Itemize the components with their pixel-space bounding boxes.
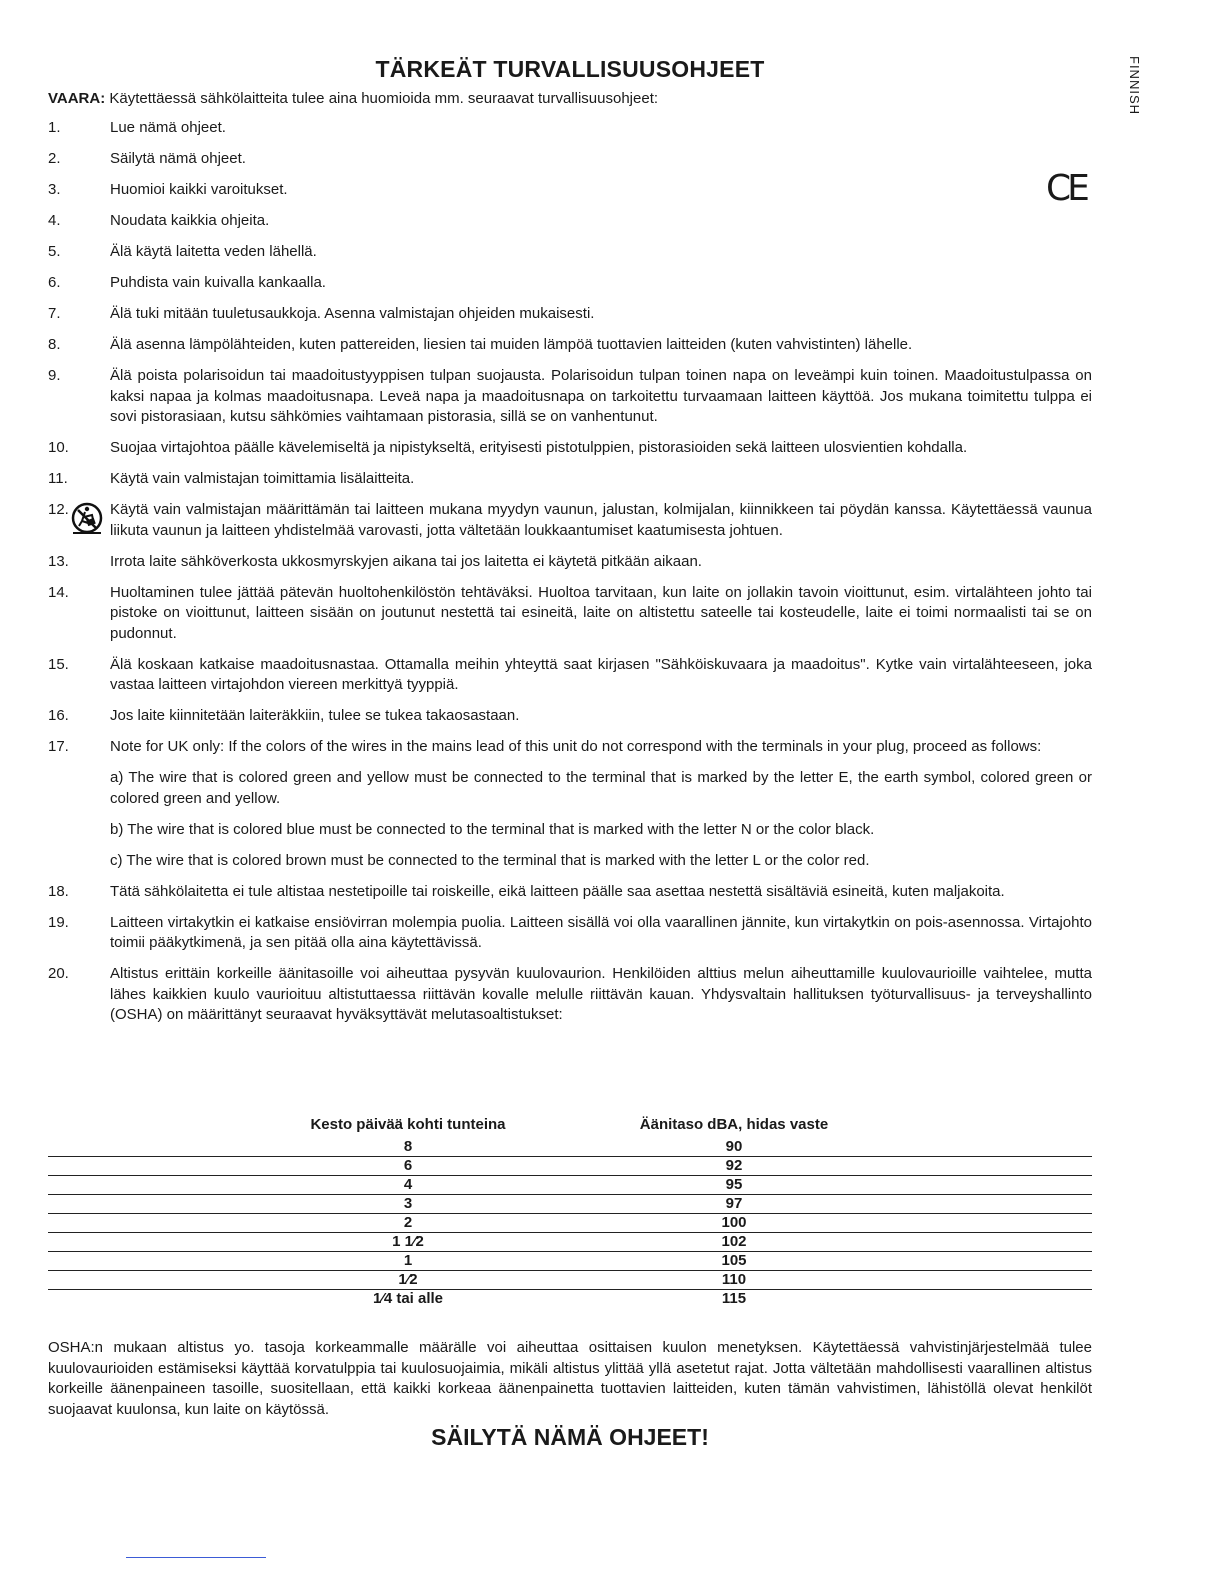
list-item — [48, 583, 1092, 645]
item-text: Huomioi kaikki varoitukset. — [110, 181, 288, 198]
list-item — [48, 500, 1092, 541]
list-item — [48, 655, 1092, 696]
item-text: Altistus erittäin korkeille äänitasoille voi aiheuttaa pysyvän kuulovaurion. Henkilöiden alttius melun aiheuttamille kuulovaurioille vaihtelee, mutta lähes kaikkien kuulo vaurioituu altistuttaessa riittävän kovalle melulle riittävän kauan. Yhdysvaltain hallituksen työturvallisuus- ja terveyshallinto (OSHA) on määrittänyt seuraavat hyväksyttävät melutasoaltistukset: — [110, 965, 1092, 1023]
item-number: 4. — [48, 212, 61, 229]
noise-exposure-table — [48, 1116, 1092, 1308]
item-number: 2. — [48, 150, 61, 167]
list-item — [48, 913, 1092, 954]
table-row — [48, 1157, 1092, 1176]
item-text: Älä poista polarisoidun tai maadoitustyyppisen tulpan suojausta. Polarisoidun tulpan toinen napa on leveämpi kuin toinen. Maadoitustulpassa on kaksi napaa ja kolmas maadoitusnapa. Leveä napa ja maadoitusnapa on tarkoitettu turvaamaan laitteen käyttöä. Jos mukana toimitettu tulppa ei sovi pistorasiaan, kutsu sähkömies vaihtamaan pistorasia, sillä se on vanhentunut. — [110, 367, 1092, 425]
item-number: 16. — [48, 707, 69, 724]
table-row — [48, 1252, 1092, 1271]
level-cell: 90 — [725, 1138, 743, 1155]
item-number: 18. — [48, 882, 69, 900]
item-number: 17. — [48, 738, 69, 755]
uk-note-c: c) The wire that is colored brown must be connected to the terminal that is marked with the letter L or the color red. — [110, 851, 870, 869]
item-text: Säilytä nämä ohjeet. — [110, 150, 246, 167]
item-number: 14. — [48, 583, 69, 601]
list-item — [48, 180, 1092, 201]
level-cell: 110 — [721, 1271, 747, 1288]
cart-tip-over-warning-icon — [70, 502, 104, 536]
duration-cell: 6 — [403, 1157, 413, 1174]
item-number: 19. — [48, 913, 69, 931]
table-header — [48, 1116, 1092, 1138]
duration-cell: 8 — [403, 1138, 413, 1155]
item-number: 11. — [48, 470, 68, 487]
level-cell: 97 — [725, 1195, 743, 1212]
level-cell: 115 — [721, 1290, 747, 1307]
level-cell: 92 — [725, 1157, 743, 1174]
item-text: Käytä vain valmistajan toimittamia lisälaitteita. — [110, 470, 415, 487]
table-row — [48, 1214, 1092, 1233]
duration-cell: 2 — [403, 1214, 413, 1231]
list-item — [48, 335, 1092, 356]
page-title: TÄRKEÄT TURVALLISUUSOHJEET — [375, 56, 765, 82]
list-item — [48, 149, 1092, 170]
item-number: 12. — [48, 501, 69, 518]
list-item — [48, 242, 1092, 263]
header-duration: Kesto päivää kohti tunteina — [310, 1116, 506, 1133]
level-cell: 95 — [725, 1176, 743, 1193]
table-row — [48, 1233, 1092, 1252]
item-number: 7. — [48, 305, 61, 322]
osha-paragraph: OSHA:n mukaan altistus yo. tasoja korkeammalle määrälle voi aiheuttaa osittaisen kuulon menetyksen. Käytettäessä vahvistinjärjestelmää tulee kuulovaurioiden estämiseksi käyttää korvatulppia tai kuulosuojaimia, mikäli altistus ylittää yllä asetetut rajat. Jotta vältetään mahdollisesti vaarallinen altistus korkeille äänenpaineen tasoille, suositellaan, että kaikki korkeaa äänenpainetta tuottavien laitteiden, kuten tämän vahvistimen, lähistöllä olevat henkilöt suojaavat kuulonsa, kun laite on käytössä. — [48, 1339, 1092, 1418]
intro-line — [48, 90, 658, 107]
item-text: Älä tuki mitään tuuletusaukkoja. Asenna valmistajan ohjeiden mukaisesti. — [110, 305, 595, 322]
table-row — [48, 1138, 1092, 1157]
item-number: 1. — [48, 119, 61, 136]
uk-note-a: a) The wire that is colored green and yellow must be connected to the terminal that is marked by the letter E, the earth symbol, colored green or colored green and yellow. — [110, 769, 1092, 807]
table-row — [48, 1195, 1092, 1214]
item-number: 8. — [48, 336, 61, 353]
table-row — [48, 1290, 1092, 1308]
item-text: Lue nämä ohjeet. — [110, 119, 226, 136]
list-item — [48, 882, 1092, 903]
header-sound-level: Äänitaso dBA, hidas vaste — [639, 1116, 829, 1133]
item-text: Note for UK only: If the colors of the wires in the mains lead of this unit do not correspond with the terminals in your plug, proceed as follows: — [110, 738, 1042, 755]
uk-note-b: b) The wire that is colored blue must be connected to the terminal that is marked with the letter N or the color black. — [110, 820, 875, 838]
item-text: Irrota laite sähköverkosta ukkosmyrskyjen aikana tai jos laitetta ei käytetä pitkään aikaan. — [110, 552, 702, 570]
duration-cell: 1⁄4 tai alle — [372, 1290, 444, 1307]
list-item — [48, 304, 1092, 325]
list-item — [48, 469, 1092, 490]
footer-title: SÄILYTÄ NÄMÄ OHJEET! — [431, 1424, 709, 1450]
item-text: Älä koskaan katkaise maadoitusnastaa. Ottamalla meihin yhteyttä saat kirjasen "Sähköiskuvaara ja maadoitus". Kytke vain virtalähteeseen, joka vastaa laitteen virtajohdon viereen merkittyä tyyppiä. — [110, 655, 1092, 693]
duration-cell: 1⁄2 — [398, 1271, 418, 1288]
item-text: Jos laite kiinnitetään laiteräkkiin, tulee se tukea takaosastaan. — [110, 707, 520, 724]
list-item — [48, 706, 1092, 727]
item-text: Tätä sähkölaitetta ei tule altistaa nestetipoille tai roiskeille, eikä laitteen päälle saa asettaa nestettä sisältäviä esineitä, kuten maljakoita. — [110, 882, 1005, 900]
danger-label: VAARA: — [48, 90, 106, 107]
language-tab: FINNISH — [1127, 56, 1142, 115]
item-text: Käytä vain valmistajan määrittämän tai laitteen mukana myydyn vaunun, jalustan, kolmijalan, kiinnikkeen tai pöydän kanssa. Käytettäessä vaunua liikuta vaunun ja laitteen yhdistelmää varovasti, jotta vältetään loukkaantumiset kaatumisesta johtuen. — [110, 501, 1092, 539]
list-item — [48, 737, 1092, 758]
item-number: 5. — [48, 243, 61, 260]
list-item — [48, 273, 1092, 294]
item-number: 10. — [48, 439, 69, 456]
list-item — [48, 118, 1092, 139]
item-text: Suojaa virtajohtoa päälle kävelemiseltä ja nipistykseltä, erityisesti pistotulppien, pistorasioiden sekä laitteen ulosvientien kohdalla. — [110, 439, 968, 456]
table-row — [48, 1176, 1092, 1195]
duration-cell: 1 1⁄2 — [392, 1233, 424, 1250]
item-number: 9. — [48, 367, 61, 384]
item-number: 20. — [48, 965, 69, 982]
item-text: Puhdista vain kuivalla kankaalla. — [110, 274, 326, 291]
item-number: 15. — [48, 655, 69, 673]
list-item — [48, 964, 1092, 1026]
list-item — [48, 552, 1092, 573]
item-text: Älä asenna lämpölähteiden, kuten pattereiden, liesien tai muiden lämpöä tuottavien laitteiden (kuten vahvistinten) lähelle. — [110, 336, 913, 353]
level-cell: 100 — [721, 1214, 747, 1231]
item-text: Noudata kaikkia ohjeita. — [110, 212, 270, 229]
level-cell: 102 — [721, 1233, 747, 1250]
item-number: 13. — [48, 552, 69, 570]
list-item — [48, 211, 1092, 232]
duration-cell: 1 — [403, 1252, 413, 1269]
divider — [126, 1557, 266, 1558]
item-text: Huoltaminen tulee jättää pätevän huoltohenkilöstön tehtäväksi. Huoltoa tarvitaan, kun laite on jollakin tavoin vioittunut, esim. virtalähteen johto tai pistoke on vioittunut, laitteen sisään on joutunut nestettä tai esineitä, laite on altistettu sateelle tai kosteudelle, laite ei toimi normaalisti tai se on pudonnut. — [110, 583, 1092, 642]
intro-text: Käytettäessä sähkölaitteita tulee aina huomioida mm. seuraavat turvallisuusohjeet: — [105, 90, 659, 107]
item-number: 3. — [48, 181, 61, 198]
item-text: Laitteen virtakytkin ei katkaise ensiövirran molempia puolia. Laitteen sisällä voi olla vaarallinen jännite, kun virtakytkin on pois-asennossa. Virtajohto toimii pääkytkimenä, ja sen pitää olla aina käytettävissä. — [110, 913, 1092, 951]
level-cell: 105 — [721, 1252, 747, 1269]
instruction-list — [48, 118, 1092, 1036]
list-item — [48, 366, 1092, 428]
table-row — [48, 1271, 1092, 1290]
duration-cell: 4 — [403, 1176, 413, 1193]
list-item — [48, 438, 1092, 459]
item-text: Älä käytä laitetta veden lähellä. — [110, 243, 317, 260]
item-number: 6. — [48, 274, 61, 291]
ce-mark-icon: CE — [1046, 168, 1086, 209]
duration-cell: 3 — [403, 1195, 413, 1212]
